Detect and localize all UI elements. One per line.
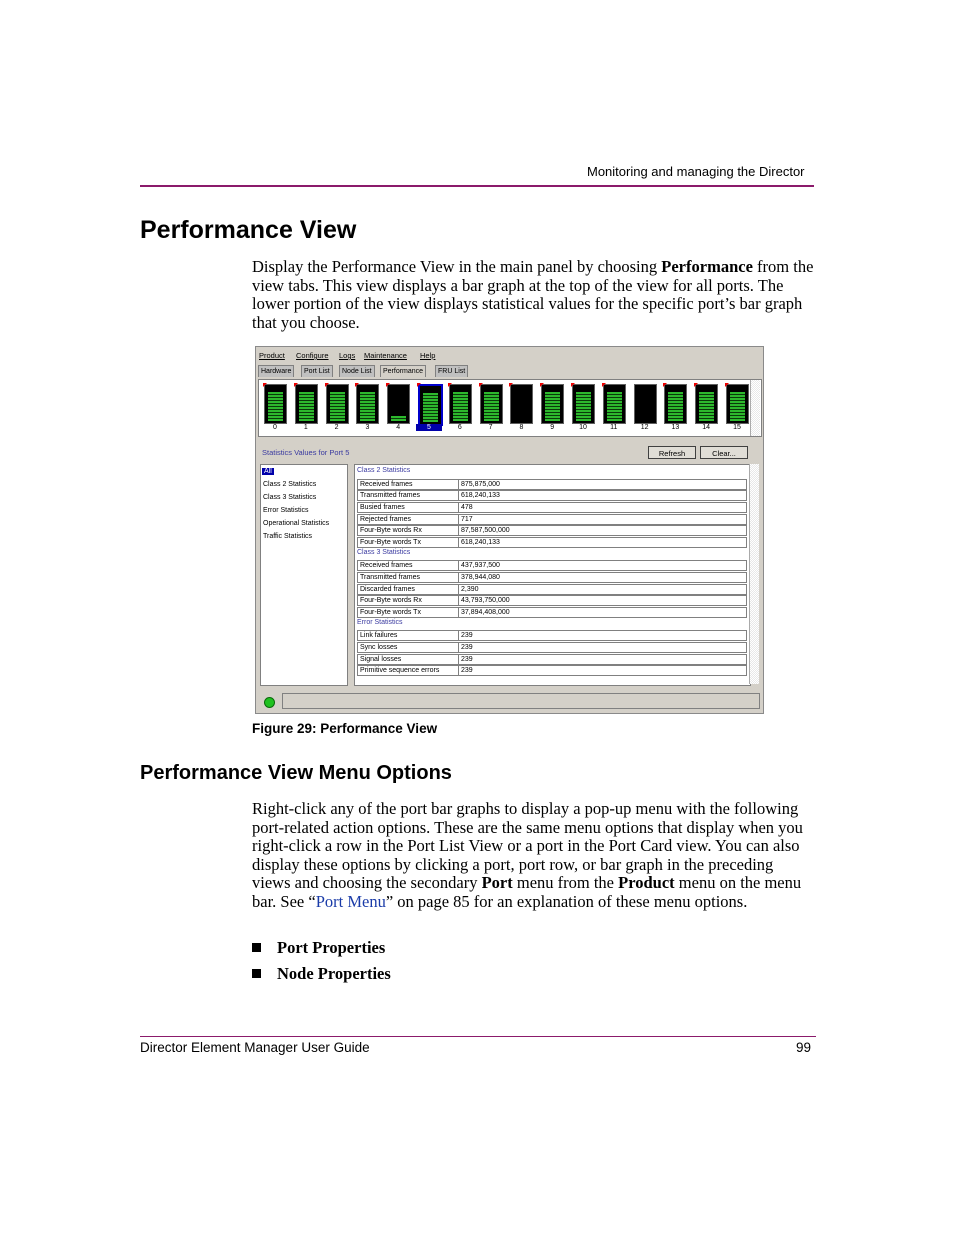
port-bar-face [572, 384, 595, 424]
port-flag-icon [294, 383, 298, 387]
port-flag-icon [725, 383, 729, 387]
tab-hardware[interactable]: Hardware [258, 365, 294, 377]
category-item[interactable]: Class 2 Statistics [263, 481, 317, 488]
port-bar-fill [391, 416, 406, 421]
port-bar-face [664, 384, 687, 424]
body-text-4: ” on page 85 for an explanation of these menu options. [385, 891, 748, 911]
stats-row [357, 479, 747, 490]
port-number-label: 11 [610, 424, 618, 431]
bullet-square-icon [252, 969, 261, 978]
port-flag-icon [540, 383, 544, 387]
port-bar-graph[interactable] [632, 383, 658, 435]
port-bar-graphs [258, 379, 762, 437]
port-flag-icon [602, 383, 606, 387]
port-bar-face [449, 384, 472, 424]
port-bar-graph[interactable] [508, 383, 534, 435]
port-number-label: 15 [733, 424, 741, 431]
port-bar-graph[interactable] [539, 383, 565, 435]
port-bar-graph[interactable] [385, 383, 411, 435]
port-bar-face [541, 384, 564, 424]
stat-value: 43,793,750,000 [458, 596, 510, 606]
stat-value: 717 [458, 515, 473, 525]
port-bar-fill [423, 393, 438, 422]
port-menu-link[interactable]: Port Menu [315, 891, 386, 911]
port-bar-fill [576, 392, 591, 421]
port-flag-icon [417, 383, 421, 387]
body-bold-port: Port [481, 873, 513, 893]
port-bar-face [356, 384, 379, 424]
stat-value: 378,944,080 [458, 573, 500, 583]
footer-title: Director Element Manager User Guide [140, 1040, 370, 1055]
intro-bold-performance: Performance [661, 257, 753, 276]
menu-bar [256, 347, 763, 363]
stats-row [357, 642, 747, 653]
status-ok-icon [264, 697, 275, 708]
port-bar-fill [545, 392, 560, 421]
stat-value: 239 [458, 643, 473, 653]
port-bar-fill [484, 392, 499, 421]
port-number-label: 13 [671, 424, 680, 431]
menu-maintenance[interactable]: Maintenance [364, 351, 407, 360]
stat-value: 239 [458, 631, 473, 641]
port-bar-face [387, 384, 410, 424]
stats-row [357, 654, 747, 665]
port-number-label: 6 [457, 424, 462, 431]
port-number-label: 3 [365, 424, 370, 431]
port-number-label: 9 [550, 424, 555, 431]
stat-name: Transmitted frames [360, 492, 421, 500]
performance-view-screenshot [255, 346, 764, 714]
port-bar-face [326, 384, 349, 424]
port-bar-fill [453, 392, 468, 421]
stat-name: Four-Byte words Tx [360, 609, 421, 616]
port-bar-face [695, 384, 718, 424]
port-bar-face [295, 384, 318, 424]
statistics-title: Statistics Values for Port 5 [262, 448, 350, 457]
port-number-label: 0 [273, 424, 277, 431]
port-number-label: 5 [416, 424, 442, 431]
port-bar-fill [730, 392, 745, 421]
stats-row [357, 537, 747, 548]
port-bar-graph[interactable] [354, 383, 380, 435]
stats-group-header: Error Statistics [357, 618, 403, 626]
status-field [282, 693, 760, 709]
bullet-label: Port Properties [277, 938, 386, 957]
port-bar-graph[interactable] [324, 383, 350, 435]
port-number-label: 12 [640, 424, 649, 431]
stat-name: Link failures [360, 632, 398, 640]
port-bar-fill [268, 392, 283, 421]
port-flag-icon [571, 383, 575, 387]
stats-group-header: Class 3 Statistics [357, 548, 411, 556]
intro-text-1: Display the Performance View in the main panel by choosing [252, 257, 662, 276]
stats-row [357, 514, 747, 525]
port-number-label: 10 [579, 424, 587, 431]
page-number: 99 [796, 1040, 812, 1055]
body-text-1: Right-click any of the port bar graphs to display a pop-up menu with the following port-related action options. These are the same menu options that display when you right-click a row in the Port List View or a port in the Port Card view. You can also display these options by clicking a port, port row, or bar graph in the preceding views and choosing the secondary [252, 799, 803, 893]
section-title: Performance View [140, 216, 357, 244]
category-item[interactable]: Traffic Statistics [263, 533, 313, 540]
stat-value: 437,937,500 [458, 561, 500, 571]
stat-name: Discarded frames [360, 585, 415, 593]
port-bar-graph[interactable] [601, 383, 627, 435]
stat-value: 239 [458, 655, 473, 665]
port-bar-face [510, 384, 533, 424]
tab-port-list[interactable]: Port List [301, 365, 333, 377]
body-text-3: menu on the menu bar. See “ [252, 873, 802, 911]
stats-row [357, 490, 747, 501]
port-bar-graph[interactable] [570, 383, 596, 435]
port-flag-icon [355, 383, 359, 387]
menu-help[interactable]: Help [420, 351, 436, 360]
view-tabs [256, 365, 763, 378]
stat-name: Primitive sequence errors [360, 667, 440, 675]
stat-value: 2,390 [458, 585, 479, 595]
port-bar-graph[interactable] [262, 383, 288, 435]
bullet-label: Node Properties [277, 964, 391, 983]
stat-name: Four-Byte words Rx [360, 527, 422, 535]
category-item[interactable]: Error Statistics [263, 507, 309, 514]
stats-row [357, 525, 747, 536]
port-bar-graph[interactable] [693, 383, 719, 435]
port-flag-icon [479, 383, 483, 387]
port-bar-fill [607, 392, 622, 421]
stat-value: 87,587,500,000 [458, 526, 510, 536]
menu-configure[interactable]: Configure [296, 351, 329, 360]
port-bar-graph[interactable] [662, 383, 688, 435]
port-bar-fill [699, 392, 714, 421]
stats-row [357, 560, 747, 571]
stats-row [357, 595, 747, 606]
port-bar-fill [668, 392, 683, 421]
port-flag-icon [386, 383, 390, 387]
stat-value: 37,894,408,000 [458, 608, 510, 618]
footer-rule [140, 1036, 816, 1037]
header-rule [140, 185, 814, 187]
port-bar-face [480, 384, 503, 424]
intro-text-2: from the view tabs. This view displays a bar graph at the top of the view for all ports. The lower portion of the view displays statistical values for the specific port’s bar graph that you choose. [252, 257, 814, 332]
running-header: Monitoring and managing the Director [587, 164, 805, 179]
port-number-label: 7 [488, 424, 493, 431]
stats-row [357, 607, 747, 618]
stat-name: Signal losses [360, 655, 402, 663]
stat-value: 875,875,000 [458, 480, 500, 490]
stats-group-header: Class 2 Statistics [357, 467, 411, 474]
port-bar-fill [360, 392, 375, 421]
port-flag-icon [325, 383, 329, 387]
port-number-label: 4 [396, 424, 401, 431]
stat-name: Four-Byte words Tx [360, 539, 421, 546]
stat-name: Four-Byte words Rx [360, 597, 422, 605]
bullet-node-properties [252, 964, 391, 984]
port-bar-graph[interactable] [416, 383, 442, 435]
port-bar-graph[interactable] [478, 383, 504, 435]
statistics-table [354, 464, 751, 686]
port-bar-fill [299, 392, 314, 421]
menu-product[interactable]: Product [259, 351, 285, 360]
port-bar-fill [330, 392, 345, 421]
port-number-label: 2 [334, 424, 339, 431]
menu-options-paragraph [252, 800, 814, 912]
menu-logs[interactable]: Logs [339, 351, 356, 360]
refresh-button[interactable]: Refresh [648, 446, 696, 459]
port-number-label: 1 [303, 424, 308, 431]
tab-fru-list[interactable]: FRU List [435, 365, 468, 377]
port-bar-face [726, 384, 749, 424]
bullet-square-icon [252, 943, 261, 952]
port-flag-icon [448, 383, 452, 387]
stat-name: Busied frames [360, 503, 405, 511]
port-bar-graph[interactable] [447, 383, 473, 435]
port-bar-graph[interactable] [724, 383, 750, 435]
port-flag-icon [263, 383, 267, 387]
body-text-2: menu from the [512, 873, 619, 893]
stats-row [357, 572, 747, 583]
stats-row [357, 665, 747, 676]
port-flag-icon [663, 383, 667, 387]
stat-name: Transmitted frames [360, 573, 421, 581]
port-bar-face [634, 384, 657, 424]
port-number-label: 8 [519, 424, 524, 431]
body-bold-product: Product [618, 873, 675, 893]
subsection-title: Performance View Menu Options [140, 762, 452, 784]
stats-scrollbar[interactable] [749, 464, 759, 684]
statistics-category-list [260, 464, 348, 686]
stats-row [357, 502, 747, 513]
port-bar-face [603, 384, 626, 424]
category-item[interactable]: All [264, 468, 272, 475]
status-bar [256, 689, 763, 713]
port-flag-icon [694, 383, 698, 387]
bars-scrollbar[interactable] [750, 380, 760, 436]
stat-name: Rejected frames [360, 515, 411, 523]
statistics-header [258, 445, 762, 460]
stat-value: 478 [458, 503, 473, 513]
stats-row [357, 630, 747, 641]
stat-value: 239 [458, 666, 473, 676]
clear-button[interactable]: Clear... [700, 446, 748, 459]
port-bar-face [264, 384, 287, 424]
stat-name: Received frames [360, 562, 413, 570]
category-item[interactable]: Class 3 Statistics [263, 494, 317, 501]
tab-node-list[interactable]: Node List [339, 365, 375, 377]
figure-caption: Figure 29: Performance View [252, 721, 438, 736]
bullet-port-properties [252, 938, 385, 958]
stats-row [357, 584, 747, 595]
intro-paragraph [252, 258, 814, 332]
stat-value: 618,240,133 [458, 491, 500, 501]
port-flag-icon [509, 383, 513, 387]
port-bar-face [418, 384, 443, 426]
port-bar-graph[interactable] [293, 383, 319, 435]
stat-name: Received frames [360, 480, 413, 488]
category-item[interactable]: Operational Statistics [263, 520, 330, 527]
stat-name: Sync losses [360, 643, 398, 651]
stat-value: 618,240,133 [458, 538, 500, 548]
port-number-label: 14 [702, 424, 711, 431]
tab-performance[interactable]: Performance [380, 365, 426, 377]
